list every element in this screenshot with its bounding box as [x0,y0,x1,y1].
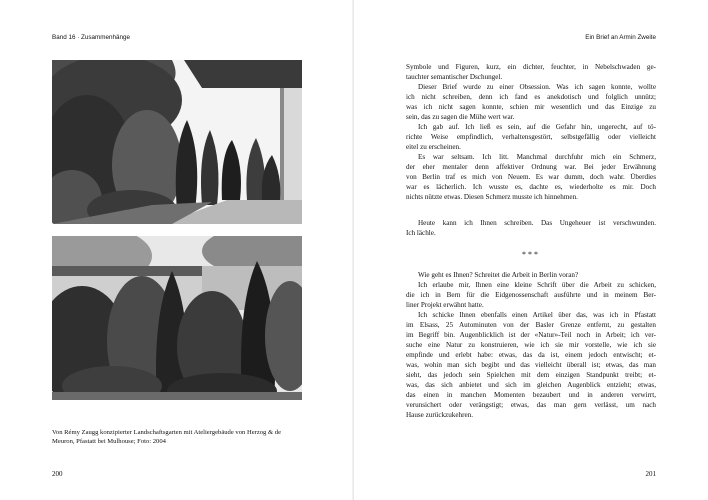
section-separator: *** [522,250,540,259]
text-line: von Berlin traf es mich von Neuem. Es war dumm, doch wahr. Überdies [406,173,656,181]
text-line: nichts nützte etwas. Diesen Schmerz musste ich hinnehmen. [406,193,578,201]
paragraph [406,62,656,82]
paragraph [406,218,656,238]
text-line: das einen in manchen Momenten bezaubert und in anderen verwirrt, [406,391,656,399]
text-line: Ich lächle. [406,229,436,237]
text-line: Symbole und Figuren, kurz, ein dichter, feuchter, in Nebelschwaden ge- [406,63,656,71]
garden-photo-top [52,60,302,224]
text-line: Ich gab auf. Ich ließ es sein, auf die Gefahr hin, ungerecht, auf tö- [418,123,656,131]
paragraph [406,310,656,420]
photo-caption: Von Rémy Zaugg konzipierter Landschaftsgarten mit Ateliergebäude von Herzog & de Meuron, Pfastatt bei Mulhouse; Foto: 2004 [52,429,282,445]
text-line: Wie geht es Ihnen? Schreitet die Arbeit in Berlin voran? [418,271,579,279]
text-line: im Elsass, 25 Autominuten von der Basler Grenze entfernt, zu gestalten [406,321,656,329]
text-line: tauchter semantischer Dschungel. [406,73,503,81]
text-line: ich nicht schreiben, denn ich fand es anekdotisch und folglich unnütz; [406,93,656,101]
letter-text-block-3 [406,270,656,420]
text-line: Dieser Brief wurde zu einer Obsession. Was ich sagen konnte, wollte [418,83,656,91]
paragraph [406,122,656,152]
text-line: was, das sich anbietet und sich im gleichen Augenblick entzieht; etwas, [406,381,656,389]
text-line: die ich in Bern für die Eidgenossenschaft ausführte und in meinem Ber- [406,291,656,299]
text-line: im Begriff bin. Augenblicklich ist der «Natur»-Teil noch in Arbeit; ich ver- [406,331,656,339]
text-line: Hause zurückzukehren. [406,411,474,419]
text-line: verunsichert oder verängstigt; etwas, das man gern verlässt, um nach [406,401,656,409]
garden-photo-bottom-image [52,236,302,400]
text-line: sein, das zu sagen die Mühe wert war. [406,113,515,121]
text-line: richte Weise empfindlich, verhaltensgestört, selbstgefällig oder vielleicht [406,133,656,141]
text-line: Ich erlaube mir, Ihnen eine kleine Schrift über die Arbeit zu schicken, [418,281,656,289]
paragraph [406,82,656,122]
text-line: Ich schicke Ihnen ebenfalls einen Artikel über das, was ich in Pfastatt [418,311,656,319]
text-line: empfinde und erlebt habe: etwas, das da ist, einem jedoch entwischt; et- [406,351,656,359]
text-line: was, wohin man sich begibt und das vielleicht überall ist; etwas, das man [406,361,656,369]
text-line: suche eine Natur zu konstruieren, wie ich sie mir vorstelle, wie ich sie [406,341,656,349]
running-head-right: Ein Brief an Armin Zweite [585,34,656,41]
right-page [354,0,708,500]
text-line: sieht, das jedoch sein Spielchen mit dem einzigen Standpunkt treibt; et- [406,371,656,379]
text-line: liner Projekt erwähnt hatte. [406,301,484,309]
text-line: war es lächerlich. Ich wusste es, dachte es, wiederholte es mir. Doch [406,183,656,191]
paragraph [406,280,656,310]
text-line: Heute kann ich Ihnen schreiben. Das Ungeheuer ist verschwunden. [418,219,656,227]
garden-photo-bottom [52,236,302,400]
garden-photo-top-image [52,60,302,224]
letter-text-block-1 [406,62,656,202]
running-head-left: Band 16 · Zusammenhänge [52,34,131,41]
text-line: Es war seltsam. Ich litt. Manchmal durchfuhr mich ein Schmerz, [418,153,656,161]
text-line: der eher mentaler denn affektiver Ordnung war. Bei jeder Erwähnung [406,163,656,171]
page-number-right: 201 [645,470,656,478]
text-line: was ich nicht sagen konnte, schien mir wesentlich und das Einzige zu [406,103,656,111]
text-line: eitel zu erscheinen. [406,143,461,151]
page-number-left: 200 [52,470,63,478]
letter-text-block-2 [406,218,656,238]
paragraph [406,152,656,202]
paragraph [406,270,656,280]
